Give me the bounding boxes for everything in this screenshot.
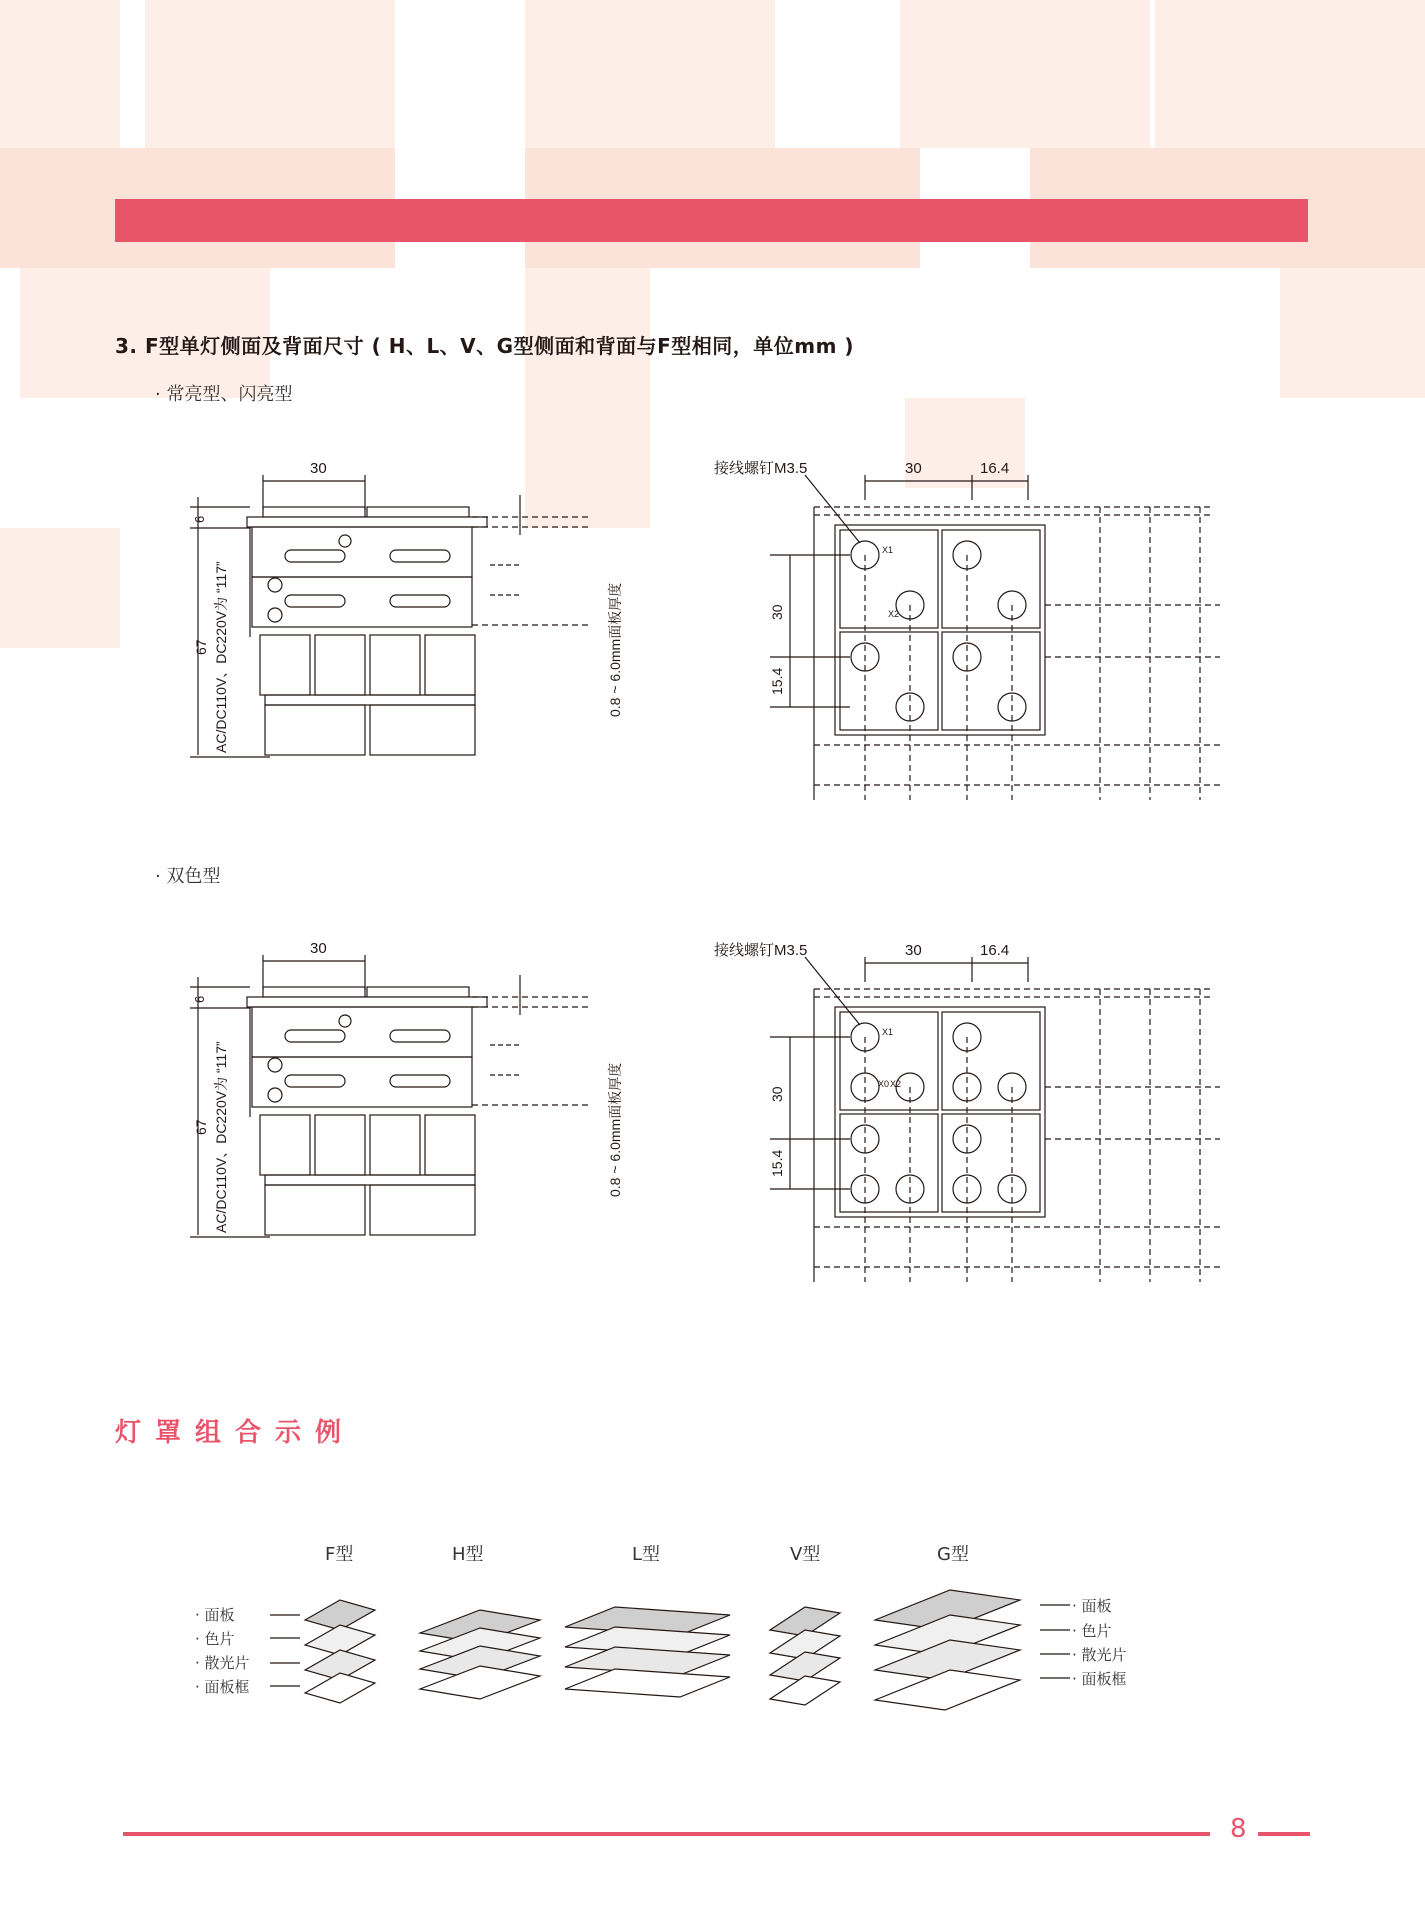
voltage-note: AC/DC110V、DC220V为 “117” [213, 561, 229, 753]
part-label: · 色片 [195, 1630, 235, 1648]
panel-thickness: 0.8 ~ 6.0mm面板厚度 [607, 1062, 623, 1197]
bg-tile [0, 528, 120, 648]
bg-tile [1280, 268, 1425, 398]
dim-top: 6 [192, 995, 207, 1003]
dim-vertical-small: 15.4 [769, 667, 785, 695]
section-subtitle: · 常亮型、闪亮型 [155, 384, 293, 405]
terminal-label: X1 [882, 545, 894, 555]
footer-line [1258, 1832, 1310, 1836]
part-label: · 散光片 [1072, 1646, 1127, 1664]
type-label: V型 [790, 1544, 821, 1565]
voltage-note: AC/DC110V、DC220V为 “117” [213, 1041, 229, 1233]
type-label: L型 [632, 1544, 661, 1565]
terminal-label: X2 [890, 1079, 902, 1089]
type-label: G型 [937, 1544, 969, 1565]
page-number: 8 [1230, 1814, 1247, 1844]
part-label: · 散光片 [195, 1654, 250, 1672]
part-label: · 面板框 [195, 1678, 250, 1696]
part-label: · 面板 [195, 1606, 235, 1624]
dim-width: 30 [310, 460, 327, 477]
bg-tile [525, 0, 775, 148]
back-view-diagram [710, 937, 1230, 1287]
section-subtitle: · 双色型 [155, 866, 221, 887]
bg-tile [145, 0, 395, 148]
part-label: · 色片 [1072, 1622, 1112, 1640]
dim-vertical-small: 15.4 [769, 1149, 785, 1177]
footer-line [123, 1832, 1210, 1836]
part-label: · 面板框 [1072, 1670, 1127, 1688]
bg-tile [900, 0, 1150, 148]
combo-diagram [260, 1585, 1080, 1735]
page-heading: 3. F型单灯侧面及背面尺寸 ( H、L、V、G型侧面和背面与F型相同，单位mm ) [115, 334, 855, 358]
dim-width: 30 [310, 940, 327, 957]
dim-top: 6 [192, 515, 207, 523]
screw-label: 接线螺钉M3.5 [714, 942, 808, 959]
dim-offset: 16.4 [980, 942, 1010, 959]
type-label: F型 [325, 1544, 354, 1565]
side-view-diagram [190, 935, 650, 1245]
section-title: 灯罩组合示例 [115, 1418, 356, 1448]
bg-tile [0, 0, 120, 148]
back-view-diagram [710, 455, 1230, 805]
screw-label: 接线螺钉M3.5 [714, 460, 808, 477]
header-band [115, 199, 1308, 242]
terminal-label: X2 [888, 609, 900, 619]
terminal-label: X1 [882, 1027, 894, 1037]
part-label: · 面板 [1072, 1597, 1112, 1615]
type-label: H型 [452, 1544, 484, 1565]
dim-vertical: 30 [769, 1086, 785, 1102]
terminal-label: X0 [878, 1079, 890, 1089]
dim-vertical: 30 [769, 604, 785, 620]
dim-offset: 16.4 [980, 460, 1010, 477]
dim-pitch: 30 [905, 460, 922, 477]
dim-height: 67 [193, 639, 209, 655]
dim-pitch: 30 [905, 942, 922, 959]
panel-thickness: 0.8 ~ 6.0mm面板厚度 [607, 582, 623, 717]
dim-height: 67 [193, 1119, 209, 1135]
bg-tile [1155, 0, 1425, 148]
side-view-diagram [190, 455, 650, 765]
